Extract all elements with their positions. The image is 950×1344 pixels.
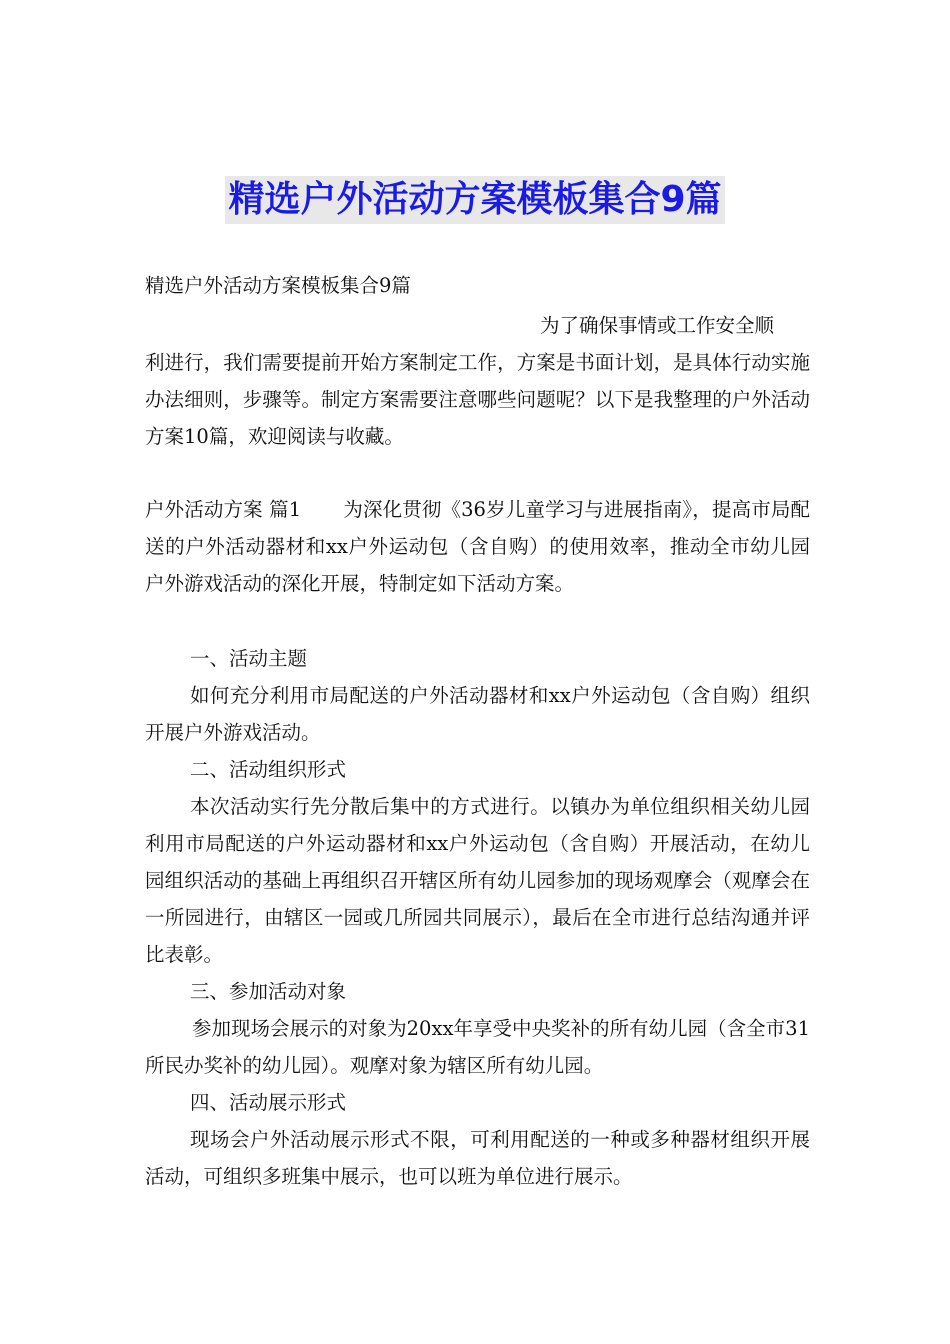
item3-heading: 三、参加活动对象: [190, 980, 347, 1003]
item2-body: 本次活动实行先分散后集中的方式进行。以镇办为单位组织相关幼儿园利用市局配送的户外运动器材和xx户外运动包（含自购）开展活动，在幼儿园组织活动的基础上再组织召开辖区所有幼儿园参加的现场观摩会（观摩会在一所园进行，由辖区一园或几所园共同展示），最后在全市进行总结沟通并评比表彰。: [145, 795, 810, 966]
section1-paragraph: [145, 491, 810, 602]
document-title-wrap: [0, 176, 950, 224]
item2-heading: 二、活动组织形式: [190, 758, 347, 781]
section1-text: 为深化贯彻《36岁儿童学习与进展指南》，提高市局配送的户外活动器材和xx户外运动包（含自购）的使用效率，推动全市幼儿园户外游戏活动的深化开展，特制定如下活动方案。: [145, 498, 810, 595]
item1-body: 如何充分利用市局配送的户外活动器材和xx户外运动包（含自购）组织开展户外游戏活动。: [145, 684, 810, 744]
document-subtitle: 精选户外活动方案模板集合9篇: [145, 274, 411, 297]
intro-paragraph: 利进行，我们需要提前开始方案制定工作，方案是书面计划，是具体行动实施办法细则，步骤等。制定方案需要注意哪些问题呢？以下是我整理的户外活动方案10篇，欢迎阅读与收藏。: [145, 351, 810, 448]
item1-heading: 一、活动主题: [190, 647, 308, 670]
document-title: 精选户外活动方案模板集合9篇: [225, 176, 724, 224]
item4-body: 现场会户外活动展示形式不限，可利用配送的一种或多种器材组织开展活动，可组织多班集中展示，也可以班为单位进行展示。: [145, 1128, 810, 1188]
section1-label: 户外活动方案 篇1: [145, 498, 302, 521]
item3-body: 参加现场会展示的对象为20xx年享受中央奖补的所有幼儿园（含全市31所民办奖补的幼儿园）。观摩对象为辖区所有幼儿园。: [145, 1017, 810, 1077]
item4-heading: 四、活动展示形式: [190, 1091, 347, 1114]
intro-first-line: 为了确保事情或工作安全顺: [540, 314, 775, 337]
